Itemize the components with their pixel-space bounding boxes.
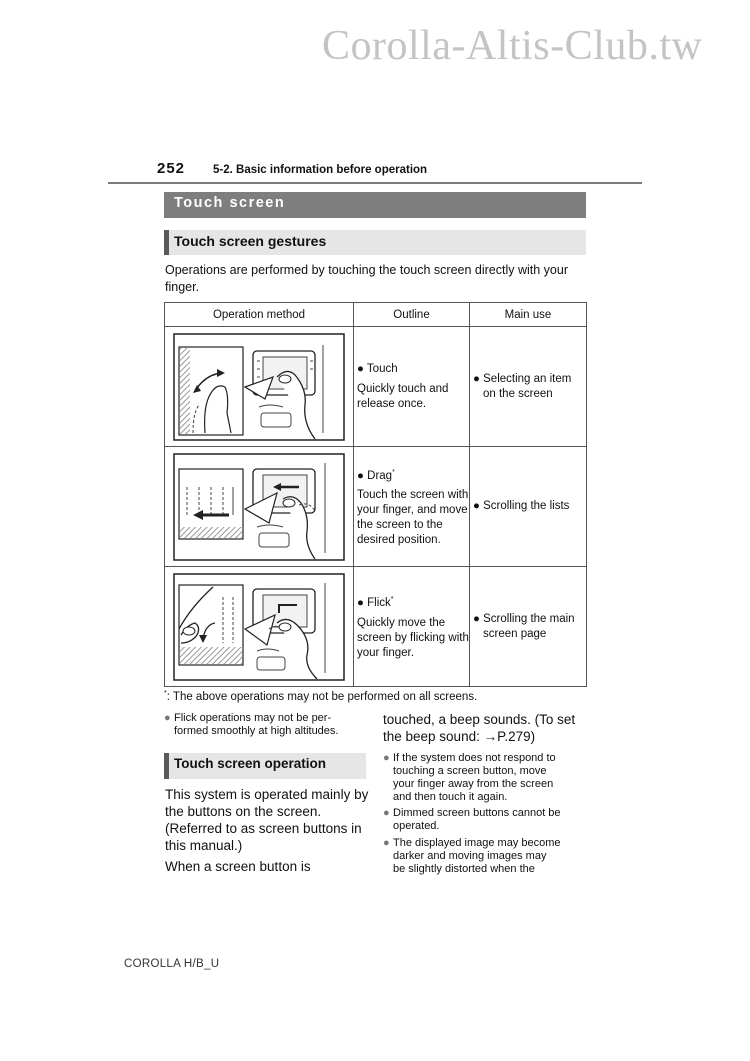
gesture-outline: Quickly touch and release once. (357, 382, 449, 410)
bullet-icon: ● (164, 712, 171, 724)
gesture-name: ● Touch (357, 362, 398, 375)
main-use-text: screen page (483, 627, 547, 640)
footnote-mark: * (164, 690, 167, 697)
gestures-intro: Operations are performed by touching the touch screen directly with your finger. (165, 263, 568, 294)
note-display-image: ● The displayed image may become darker and moving images may be slightly distorted when the (383, 837, 561, 875)
footnote-mark: * (392, 468, 395, 476)
illustration-cell (165, 447, 354, 567)
outline-cell (354, 567, 470, 687)
column-header: Outline (354, 303, 470, 327)
watermark: Corolla-Altis-Club.tw (322, 23, 703, 69)
gesture-table (164, 302, 587, 687)
table-header-row (165, 303, 587, 327)
gesture-outline: Quickly move the screen by flicking with your finger. (357, 616, 469, 659)
running-head: 5-2. Basic information before operation (213, 164, 428, 176)
column-header: Operation method (165, 303, 354, 327)
header-rule (108, 182, 642, 184)
touch-gesture-illustration (173, 333, 345, 441)
gesture-name: ● Flick* (357, 596, 394, 609)
drag-gesture-illustration (173, 453, 345, 561)
table-footnote: *: The above operations may not be performed on all screens. (164, 690, 478, 703)
operation-body: This system is operated mainly by the buttons on the screen. (Referred to as screen buttons in this manual.) (165, 787, 369, 853)
footer-model: COROLLA H/B_U (124, 958, 220, 970)
table-row (165, 567, 587, 687)
illustration-cell (165, 327, 354, 447)
note-no-response: ● If the system does not respond to touching a screen button, move your finger away from the screen and then touch it again. (383, 752, 556, 803)
bullet-icon: ● (383, 752, 390, 764)
column-header: Main use (470, 303, 587, 327)
operation-body-right: touched, a beep sounds. (To set the beep sound: →P.279) (383, 712, 576, 744)
main-use-text: on the screen (483, 387, 553, 400)
operation-heading: Touch screen operation (164, 753, 366, 779)
gesture-outline: Touch the screen with your finger, and move the screen to the desired position. (357, 489, 469, 547)
table-row (165, 447, 587, 567)
bullet-icon: ● (383, 807, 390, 819)
operation-body-continued: When a screen button is (165, 859, 311, 874)
note-flick-altitude: ● Flick operations may not be per- formed smoothly at high altitudes. (164, 712, 339, 737)
main-use-text: ● Scrolling the main (473, 612, 575, 625)
table-row (165, 327, 587, 447)
main-use-text: ● Scrolling the lists (473, 500, 570, 512)
main-use-cell (470, 567, 587, 687)
footnote-mark: * (390, 596, 394, 604)
main-use-text: ● Selecting an item (473, 372, 572, 385)
flick-gesture-illustration (173, 573, 345, 681)
outline-cell (354, 447, 470, 567)
gestures-heading: Touch screen gestures (164, 230, 586, 255)
illustration-cell (165, 567, 354, 687)
section-title: Touch screen (164, 192, 586, 218)
main-use-cell (470, 447, 587, 567)
outline-cell (354, 327, 470, 447)
bullet-icon: ● (383, 837, 390, 849)
gesture-name: ● Drag* (357, 468, 395, 482)
note-dimmed-buttons: ● Dimmed screen buttons cannot be operated. (383, 807, 561, 832)
main-use-cell (470, 327, 587, 447)
page-number: 252 (157, 160, 186, 177)
